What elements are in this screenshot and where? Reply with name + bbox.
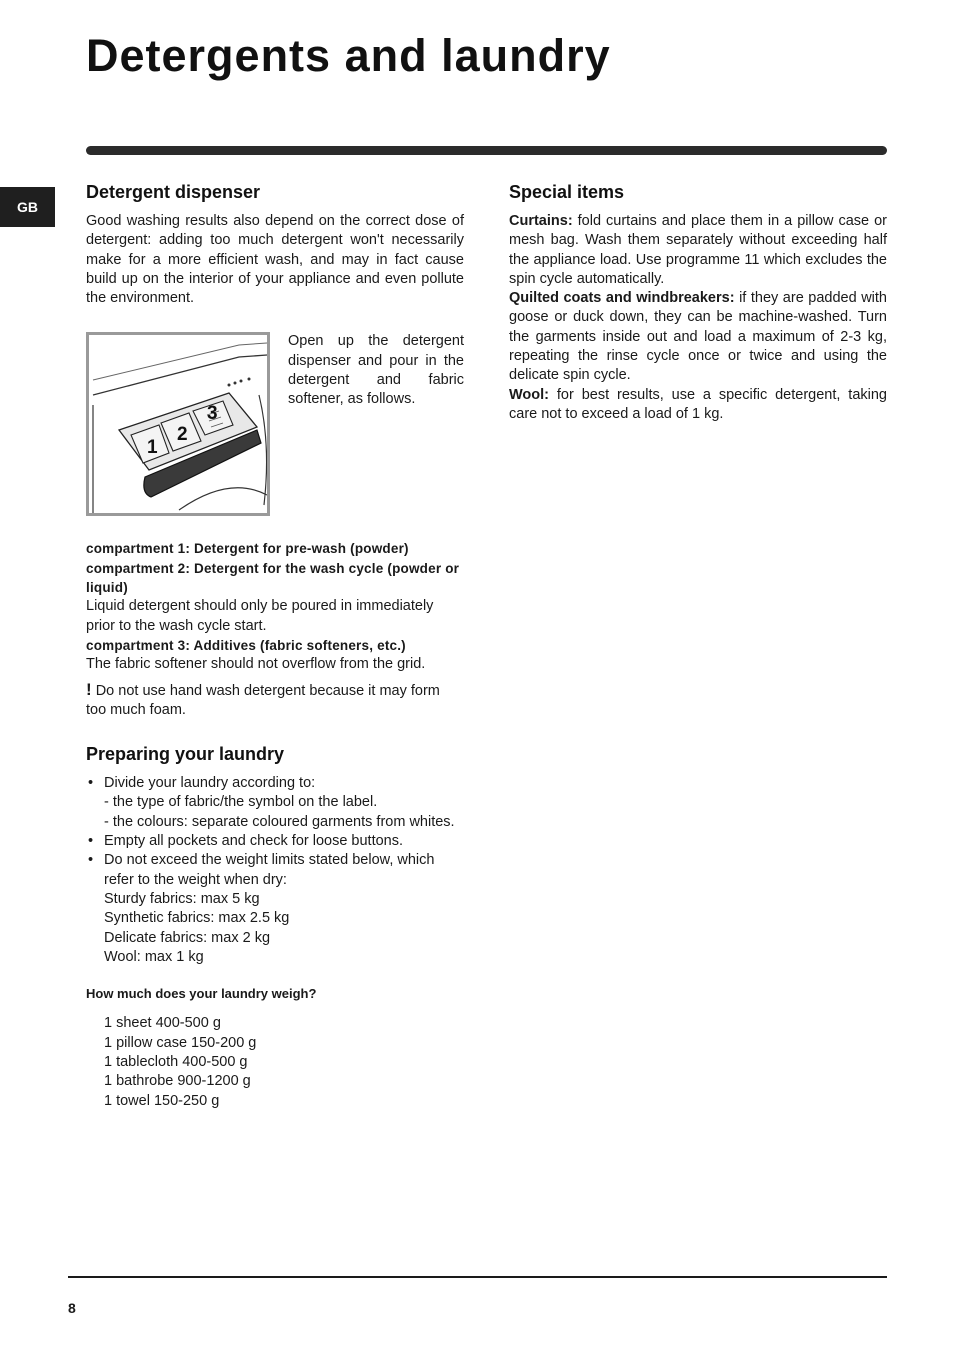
bullet-text: Empty all pockets and check for loose buttons. — [104, 833, 404, 850]
curtains-label: Curtains: — [509, 213, 573, 229]
weight-item: 1 sheet 400-500 g — [104, 1015, 221, 1032]
weight-item: 1 pillow case 150-200 g — [104, 1034, 257, 1051]
compartment-1-text: compartment 1: Detergent for pre-wash (powder) — [86, 541, 409, 557]
bullet-icon: • — [88, 833, 94, 850]
preparing-list — [86, 774, 464, 967]
list-item — [86, 774, 464, 832]
bullet-icon: • — [88, 852, 94, 869]
curtains-paragraph — [509, 212, 887, 289]
left-column — [86, 180, 464, 1111]
compartment-1-label: 1 — [147, 437, 158, 459]
wool-label: Wool: — [509, 386, 549, 403]
compartment-list — [86, 539, 464, 720]
laundry-weight-heading: How much does your laundry weigh? — [86, 986, 317, 1002]
page-number: 8 — [68, 1300, 76, 1316]
compartment-3-label: 3 — [207, 403, 218, 425]
wool-text: for best results, use a specific detergent, taking care not to exceed a load of 1 kg. — [509, 386, 887, 422]
figure-caption: Open up the detergent dispenser and pour in the detergent and fabric softener, as follows. — [288, 333, 464, 408]
quilted-paragraph — [509, 289, 887, 385]
right-column — [509, 180, 887, 424]
weight-item: 1 bathrobe 900-1200 g — [104, 1073, 251, 1090]
dispenser-figure-row — [86, 332, 464, 516]
bullet-icon: • — [88, 775, 94, 792]
detergent-dispenser-heading: Detergent dispenser — [86, 182, 261, 202]
compartment-3-text: compartment 3: Additives (fabric softeners, etc.) — [86, 637, 406, 653]
weight-item: 1 towel 150-250 g — [104, 1092, 220, 1109]
preparing-laundry-heading: Preparing your laundry — [86, 744, 285, 765]
curtains-text: fold curtains and place them in a pillow case or mesh bag. Wash them separately without exceeding half the appliance load. Use programme 11 which excludes the spin cycle automatically. — [509, 213, 887, 287]
weight-limit: Wool: max 1 kg — [104, 948, 204, 965]
wool-paragraph — [509, 386, 887, 425]
weight-limit: Sturdy fabrics: max 5 kg — [104, 890, 260, 907]
compartment-2-label: 2 — [177, 424, 188, 446]
list-item — [86, 832, 464, 851]
warning-text: Do not use hand wash detergent because it may form too much foam. — [86, 682, 440, 718]
compartment-2-note: Liquid detergent should only be poured in immediately prior to the wash cycle start. — [86, 598, 434, 634]
weight-item: 1 tablecloth 400-500 g — [104, 1054, 248, 1071]
sub-item: - the type of fabric/the symbol on the label. — [104, 794, 378, 811]
bullet-text: Divide your laundry according to: — [104, 775, 316, 792]
top-divider — [86, 146, 887, 155]
compartment-2-text: compartment 2: Detergent for the wash cycle (powder or liquid) — [86, 560, 460, 596]
warning-icon: ! — [86, 679, 92, 699]
bullet-text: Do not exceed the weight limits stated below, which refer to the weight when dry: — [104, 852, 435, 888]
warning-note — [86, 680, 464, 721]
compartment-3-note: The fabric softener should not overflow from the grid. — [86, 656, 426, 673]
bottom-divider — [68, 1276, 887, 1278]
quilted-label: Quilted coats and windbreakers: — [509, 290, 735, 307]
list-item — [86, 851, 464, 967]
special-items-heading: Special items — [509, 182, 625, 202]
weight-limit: Delicate fabrics: max 2 kg — [104, 929, 271, 946]
language-tab: GB — [0, 187, 55, 227]
dispenser-drawing — [89, 335, 267, 513]
sub-item: - the colours: separate coloured garments from whites. — [104, 813, 455, 830]
page-title: Detergents and laundry — [86, 30, 611, 81]
weight-limit: Synthetic fabrics: max 2.5 kg — [104, 910, 290, 927]
dispenser-intro: Good washing results also depend on the correct dose of detergent: adding too much detergent won't necessarily make for a more efficient wash, and may in fact cause build up on the interior of your appliance and even pollute the environment. — [86, 213, 464, 307]
laundry-weight-list — [86, 1014, 464, 1110]
quilted-text: if they are padded with goose or duck down, they can be machine-washed. Turn the garments inside out and load a maximum of 2-3 kg, repeating the rinse cycle once or twice and using the delicate spin cycle. — [509, 290, 887, 384]
dispenser-illustration — [86, 332, 270, 516]
